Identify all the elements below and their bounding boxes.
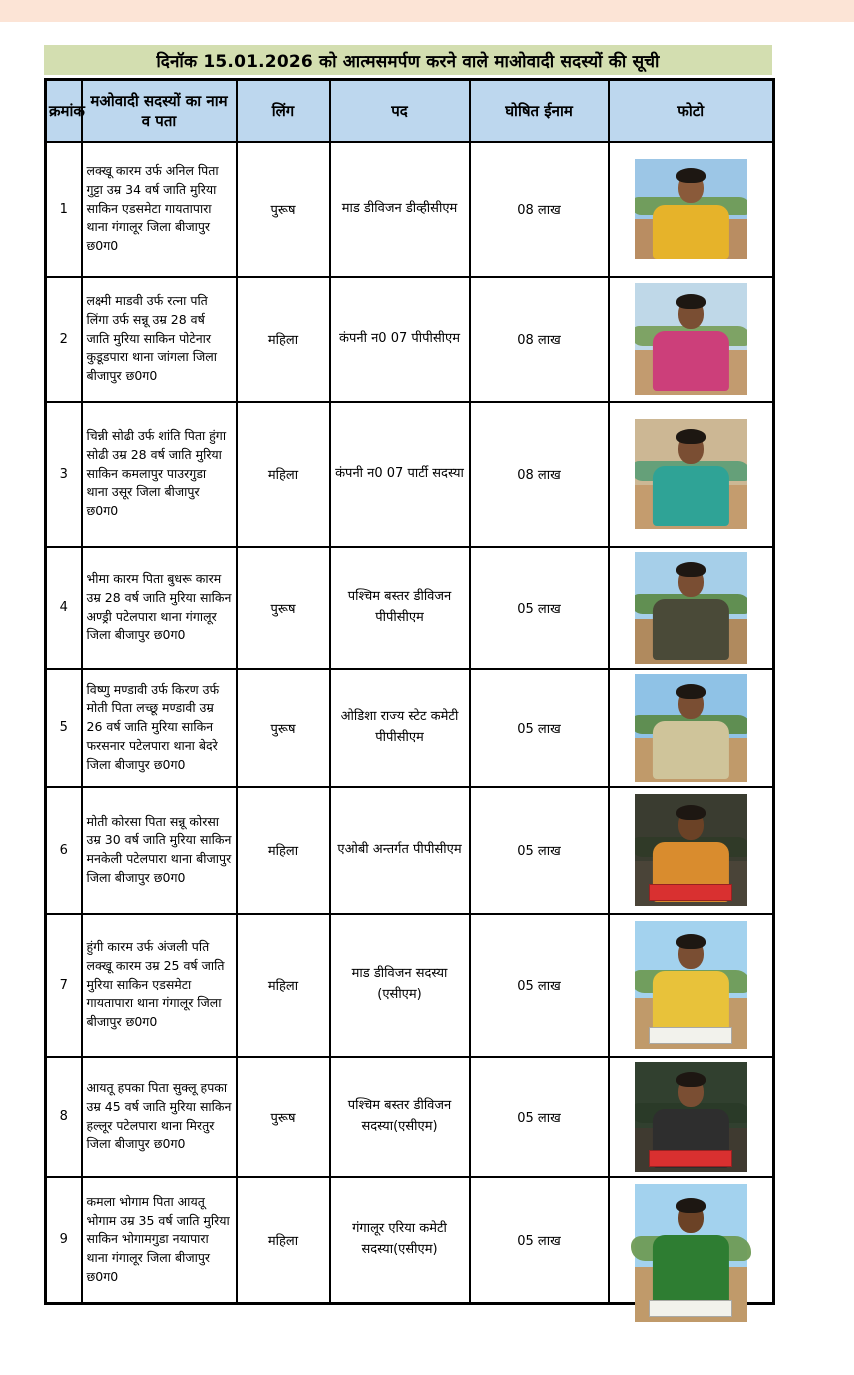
post-cell: गंगालूर एरिया कमेटी सदस्या(एसीएम)	[330, 1177, 470, 1304]
header-name-address: मओवादी सदस्यों का नाम व पता	[82, 80, 237, 142]
serial-cell: 7	[46, 914, 82, 1057]
table-row	[46, 914, 774, 1057]
photo-person	[635, 552, 747, 664]
photo-cell	[609, 669, 774, 787]
header-gender: लिंग	[237, 80, 330, 142]
name-address-cell: लक्ष्मी माडवी उर्फ रत्ना पति लिंगा उर्फ सन्नू उम्र 28 वर्ष जाति मुरिया साकिन पोटेनार कुडूडपारा थाना जांगला जिला बीजापुर छ0ग0	[82, 277, 237, 402]
photo-cell	[609, 914, 774, 1057]
reward-cell: 08 लाख	[470, 277, 609, 402]
person-photo	[635, 794, 747, 906]
header-reward: घोषित ईनाम	[470, 80, 609, 142]
table-row	[46, 547, 774, 669]
reward-cell: 05 लाख	[470, 914, 609, 1057]
name-address-cell: कमला भोगाम पिता आयतू भोगाम उम्र 35 वर्ष जाति मुरिया साकिन भोगामगुडा नयापारा थाना गंगालूर जिला बीजापुर छ0ग0	[82, 1177, 237, 1304]
photo-placard	[649, 1300, 732, 1317]
reward-cell: 05 लाख	[470, 1057, 609, 1177]
photo-cell	[609, 1177, 774, 1304]
photo-cell	[609, 1057, 774, 1177]
serial-cell: 4	[46, 547, 82, 669]
photo-person	[635, 419, 747, 529]
reward-cell: 08 लाख	[470, 402, 609, 547]
reward-cell: 08 लाख	[470, 142, 609, 277]
name-address-cell: चिन्नी सोढी उर्फ शांति पिता हुंगा सोढी उम्र 28 वर्ष जाति मुरिया साकिन कमलापुर पाउरगुडा थाना उसूर जिला बीजापुर छ0ग0	[82, 402, 237, 547]
document-sheet	[0, 45, 854, 1305]
photo-cell	[609, 787, 774, 914]
photo-cell	[609, 277, 774, 402]
name-address-cell: विष्णु मण्डावी उर्फ किरण उर्फ मोती पिता लच्छू मण्डावी उम्र 26 वर्ष जाति मुरिया साकिन फरसनार पटेलपारा थाना बेदरे जिला बीजापुर छ0ग0	[82, 669, 237, 787]
person-photo	[635, 552, 747, 664]
name-address-cell: लक्खू कारम उर्फ अनिल पिता गुट्टा उम्र 34 वर्ष जाति मुरिया साकिन एडसमेटा गायतापारा थाना गंगालूर जिला बीजापुर छ0ग0	[82, 142, 237, 277]
photo-placard	[649, 1027, 732, 1044]
post-cell: माड डीविजन सदस्या (एसीएम)	[330, 914, 470, 1057]
person-photo	[635, 674, 747, 782]
document-title-text: दिनॉक 15.01.2026 को आत्मसमर्पण करने वाले माओवादी सदस्यों की सूची	[156, 51, 660, 72]
table-row	[46, 277, 774, 402]
document-title	[44, 45, 772, 75]
serial-cell: 9	[46, 1177, 82, 1304]
photo-person	[635, 283, 747, 395]
reward-cell: 05 लाख	[470, 787, 609, 914]
serial-cell: 1	[46, 142, 82, 277]
person-photo	[635, 419, 747, 529]
gender-cell: पुरूष	[237, 142, 330, 277]
header-serial: क्रमांक	[46, 80, 82, 142]
post-cell: पश्चिम बस्तर डीविजन सदस्या(एसीएम)	[330, 1057, 470, 1177]
reward-cell: 05 लाख	[470, 547, 609, 669]
person-photo	[635, 921, 747, 1049]
table-row	[46, 1177, 774, 1304]
name-address-cell: हुंगी कारम उर्फ अंजली पति लक्खू कारम उम्र 25 वर्ष जाति मुरिया साकिन एडसमेटा गायतापारा थाना गंगालूर जिला बीजापुर छ0ग0	[82, 914, 237, 1057]
person-photo	[635, 1062, 747, 1172]
gender-cell: पुरूष	[237, 547, 330, 669]
photo-placard	[649, 1150, 732, 1167]
post-cell: पश्चिम बस्तर डीविजन पीपीसीएम	[330, 547, 470, 669]
gender-cell: महिला	[237, 787, 330, 914]
photo-cell	[609, 402, 774, 547]
serial-cell: 8	[46, 1057, 82, 1177]
post-cell: माड डीविजन डीव्हीसीएम	[330, 142, 470, 277]
photo-person	[635, 674, 747, 782]
person-photo	[635, 1184, 747, 1322]
surrendered-members-table	[44, 78, 775, 1305]
header-post: पद	[330, 80, 470, 142]
photo-placard	[649, 884, 732, 901]
gender-cell: महिला	[237, 1177, 330, 1304]
person-photo	[635, 283, 747, 395]
serial-cell: 3	[46, 402, 82, 547]
post-cell: एओबी अन्तर्गत पीपीसीएम	[330, 787, 470, 914]
gender-cell: पुरूष	[237, 1057, 330, 1177]
gender-cell: पुरूष	[237, 669, 330, 787]
table-row	[46, 1057, 774, 1177]
table-row	[46, 787, 774, 914]
table-row	[46, 669, 774, 787]
gender-cell: महिला	[237, 277, 330, 402]
gender-cell: महिला	[237, 402, 330, 547]
post-cell: ओडिशा राज्य स्टेट कमेटी पीपीसीएम	[330, 669, 470, 787]
reward-cell: 05 लाख	[470, 669, 609, 787]
gender-cell: महिला	[237, 914, 330, 1057]
header-row	[46, 80, 774, 142]
post-cell: कंपनी न0 07 पीपीसीएम	[330, 277, 470, 402]
table-body	[46, 142, 774, 1304]
top-peach-bar	[0, 0, 854, 22]
serial-cell: 5	[46, 669, 82, 787]
table-header	[46, 80, 774, 142]
name-address-cell: भीमा कारम पिता बुधरू कारम उम्र 28 वर्ष जाति मुरिया साकिन अण्ड्री पटेलपारा थाना गंगालूर जिला बीजापुर छ0ग0	[82, 547, 237, 669]
photo-cell	[609, 547, 774, 669]
person-photo	[635, 159, 747, 259]
table-row	[46, 402, 774, 547]
name-address-cell: आयतू हपका पिता सुक्लू हपका उम्र 45 वर्ष जाति मुरिया साकिन हल्लूर पटेलपारा थाना मिरतुर जिला बीजापुर छ0ग0	[82, 1057, 237, 1177]
table-row	[46, 142, 774, 277]
photo-cell	[609, 142, 774, 277]
header-photo: फोटो	[609, 80, 774, 142]
serial-cell: 6	[46, 787, 82, 914]
reward-cell: 05 लाख	[470, 1177, 609, 1304]
name-address-cell: मोती कोरसा पिता सन्नू कोरसा उम्र 30 वर्ष जाति मुरिया साकिन मनकेली पटेलपारा थाना बीजापुर जिला बीजापुर छ0ग0	[82, 787, 237, 914]
post-cell: कंपनी न0 07 पार्टी सदस्या	[330, 402, 470, 547]
serial-cell: 2	[46, 277, 82, 402]
photo-person	[635, 159, 747, 259]
